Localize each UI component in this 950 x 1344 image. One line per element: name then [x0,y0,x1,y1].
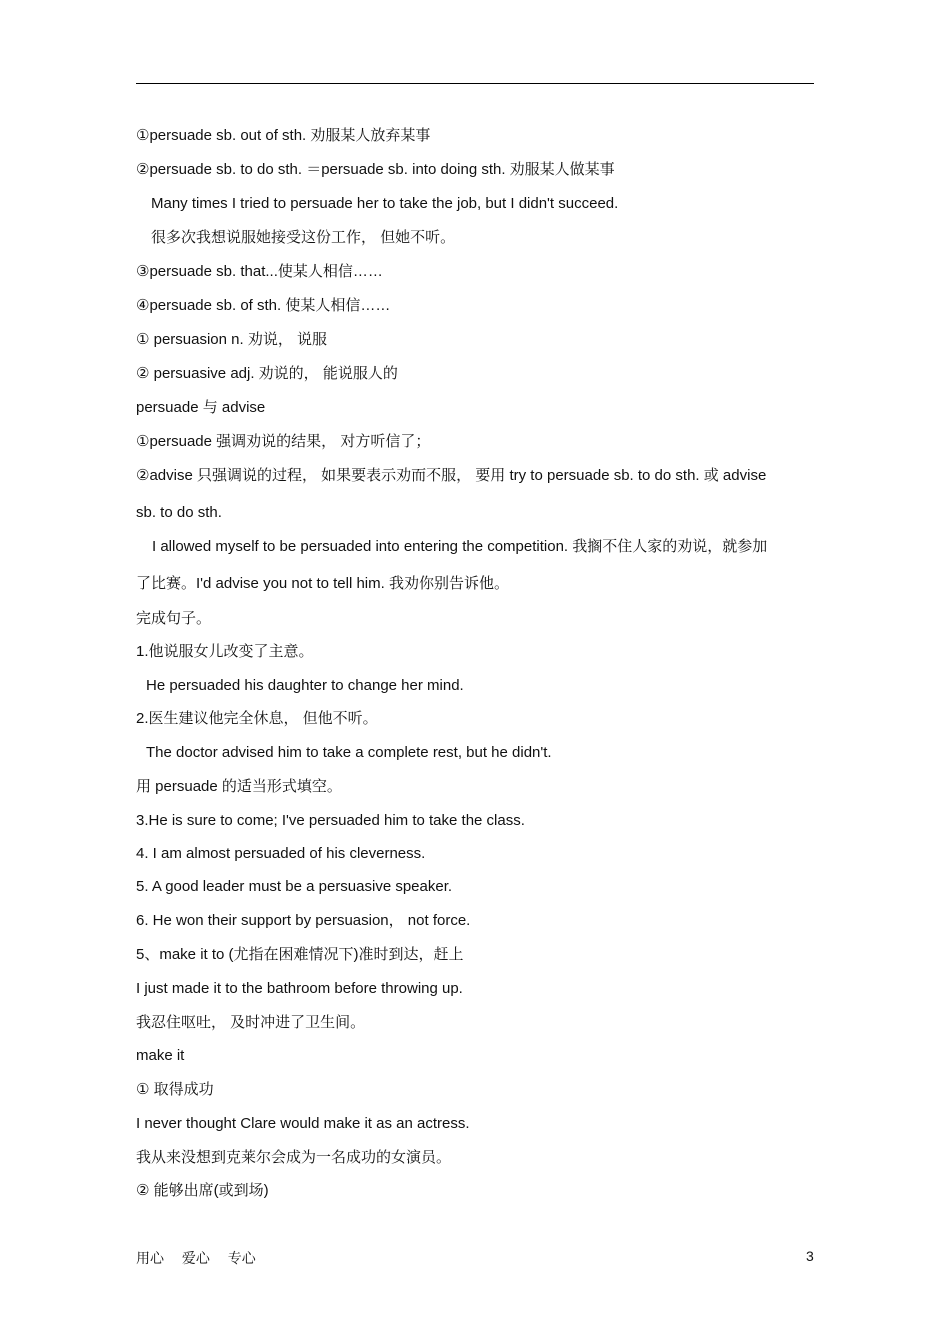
page-number: 3 [806,1248,814,1264]
text-line: ① 取得成功 [136,1081,214,1098]
text-line: ④persuade sb. of sth. 使某人相信…… [136,297,391,314]
exercise-answer: The doctor advised him to take a complete rest, but he didn't. [146,744,552,761]
text-line: ②persuade sb. to do sth. ＝persuade sb. into doing sth. 劝服某人做某事 [136,161,615,178]
text-line: sb. to do sth. [136,504,222,521]
text-line: persuade 与 advise [136,399,266,416]
footer-motto: 用心 爱心 专心 [136,1250,256,1266]
exercise-item: 6. He won their support by persuasion， not force. [136,912,471,929]
exercise-item: 5. A good leader must be a persuasive speaker. [136,878,453,895]
text-line: ③persuade sb. that...使某人相信…… [136,263,383,280]
section-heading: 5、make it to (尤指在困难情况下)准时到达，赶上 [136,946,464,963]
section-heading: 完成句子。 [136,610,212,627]
header-rule [136,83,814,84]
exercise-item: 3.He is sure to come; I've persuaded him to take the class. [136,812,525,829]
exercise-item: 2.医生建议他完全休息， 但他不听。 [136,710,378,727]
example-sentence: Many times I tried to persuade her to take the job, but I didn't succeed. [151,195,619,212]
text-line: ①persuade 强调劝说的结果， 对方听信了； [136,433,431,450]
exercise-answer: He persuaded his daughter to change her mind. [146,677,464,694]
text-line: 了比赛。I'd advise you not to tell him. 我劝你别告诉他。 [136,575,509,592]
text-line: ①persuade sb. out of sth. 劝服某人放弃某事 [136,127,431,144]
text-line: make it [136,1047,185,1064]
exercise-item: 4. I am almost persuaded of his cleverness. [136,845,426,862]
text-line: ② persuasive adj. 劝说的， 能说服人的 [136,365,398,382]
example-translation: 我从来没想到克莱尔会成为一名成功的女演员。 [136,1149,452,1166]
example-sentence: I allowed myself to be persuaded into entering the competition. 我搁不住人家的劝说，就参加 [152,538,768,555]
example-translation: 我忍住呕吐， 及时冲进了卫生间。 [136,1014,366,1031]
text-line: ② 能够出席(或到场) [136,1182,269,1199]
section-heading: 用 persuade 的适当形式填空。 [136,778,342,795]
example-sentence: I just made it to the bathroom before throwing up. [136,980,463,997]
text-line: ① persuasion n. 劝说， 说服 [136,331,328,348]
example-translation: 很多次我想说服她接受这份工作， 但她不听。 [151,229,456,246]
exercise-item: 1.他说服女儿改变了主意。 [136,643,314,660]
text-line: ②advise 只强调说的过程， 如果要表示劝而不服， 要用 try to persuade sb. to do sth. 或 advise [136,467,767,484]
example-sentence: I never thought Clare would make it as an actress. [136,1115,470,1132]
